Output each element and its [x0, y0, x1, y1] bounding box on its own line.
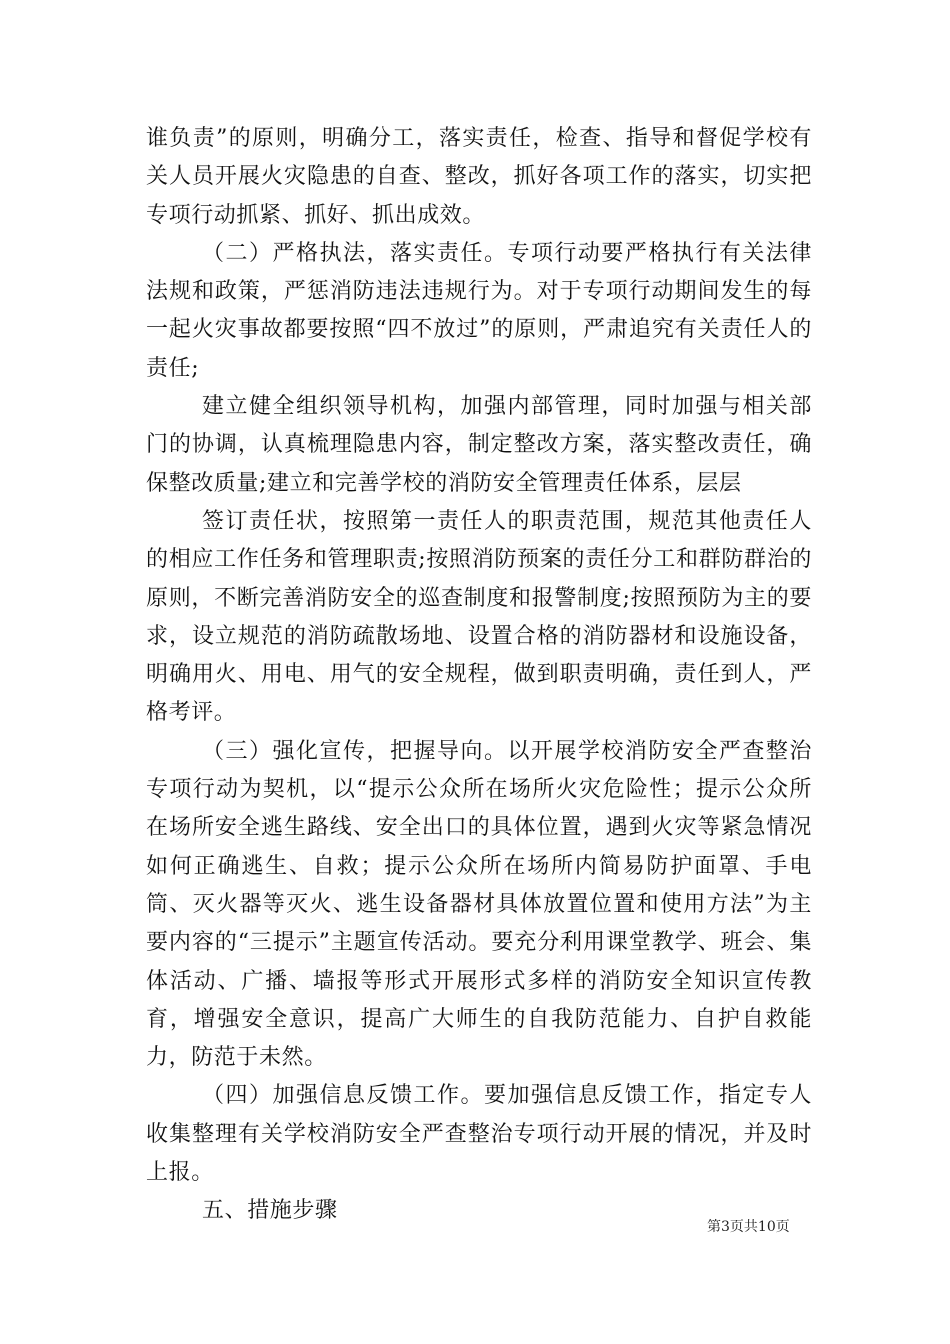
paragraph-responsibility-contract: 签订责任状，按照第一责任人的职责范围，规范其他责任人的相应工作任务和管理职责;按照消防预案的责任分工和群防群治的原则，不断完善消防安全的巡查制度和报警制度;按照预防为主的要求，设立规范的消防疏散场地、设置合格的消防器材和设施设备，明确用火、用电、用气的安全规程，做到职责明确，责任到人，严格考评。 [146, 508, 812, 726]
paragraph-organization: 建立健全组织领导机构，加强内部管理，同时加强与相关部门的协调，认真梳理隐患内容，制定整改方案，落实整改责任，确保整改质量;建立和完善学校的消防安全管理责任体系，层层 [146, 394, 812, 496]
paragraph-strict-enforcement: （二）严格执法，落实责任。专项行动要严格执行有关法律法规和政策，严惩消防违法违规行为。对于专项行动期间发生的每一起火灾事故都要按照“四不放过”的原则，严肃追究有关责任人的责任; [146, 240, 812, 381]
document-body [146, 120, 812, 1231]
paragraph-continuation: 谁负责”的原则，明确分工，落实责任，检查、指导和督促学校有关人员开展火灾隐患的自查、整改，抓好各项工作的落实，切实把专项行动抓紧、抓好、抓出成效。 [146, 126, 812, 228]
paragraph-publicity: （三）强化宣传，把握导向。以开展学校消防安全严查整治专项行动为契机，以“提示公众所在场所火灾危险性；提示公众所在场所安全逃生路线、安全出口的具体位置，遇到火灾等紧急情况如何正确逃生、自救；提示公众所在场所内简易防护面罩、手电筒、灭火器等灭火、逃生设备器材具体放置位置和使用方法”为主要内容的“三提示”主题宣传活动。要充分利用课堂教学、班会、集体活动、广播、墙报等形式开展形式多样的消防安全知识宣传教育，增强安全意识，提高广大师生的自我防范能力、自护自救能力，防范于未然。 [146, 738, 812, 1071]
section-heading-measures: 五、措施步骤 [202, 1198, 338, 1224]
paragraph-feedback: （四）加强信息反馈工作。要加强信息反馈工作，指定专人收集整理有关学校消防安全严查整治专项行动开展的情况，并及时上报。 [146, 1083, 812, 1186]
page-number: 第3页共10页 [707, 1219, 790, 1235]
